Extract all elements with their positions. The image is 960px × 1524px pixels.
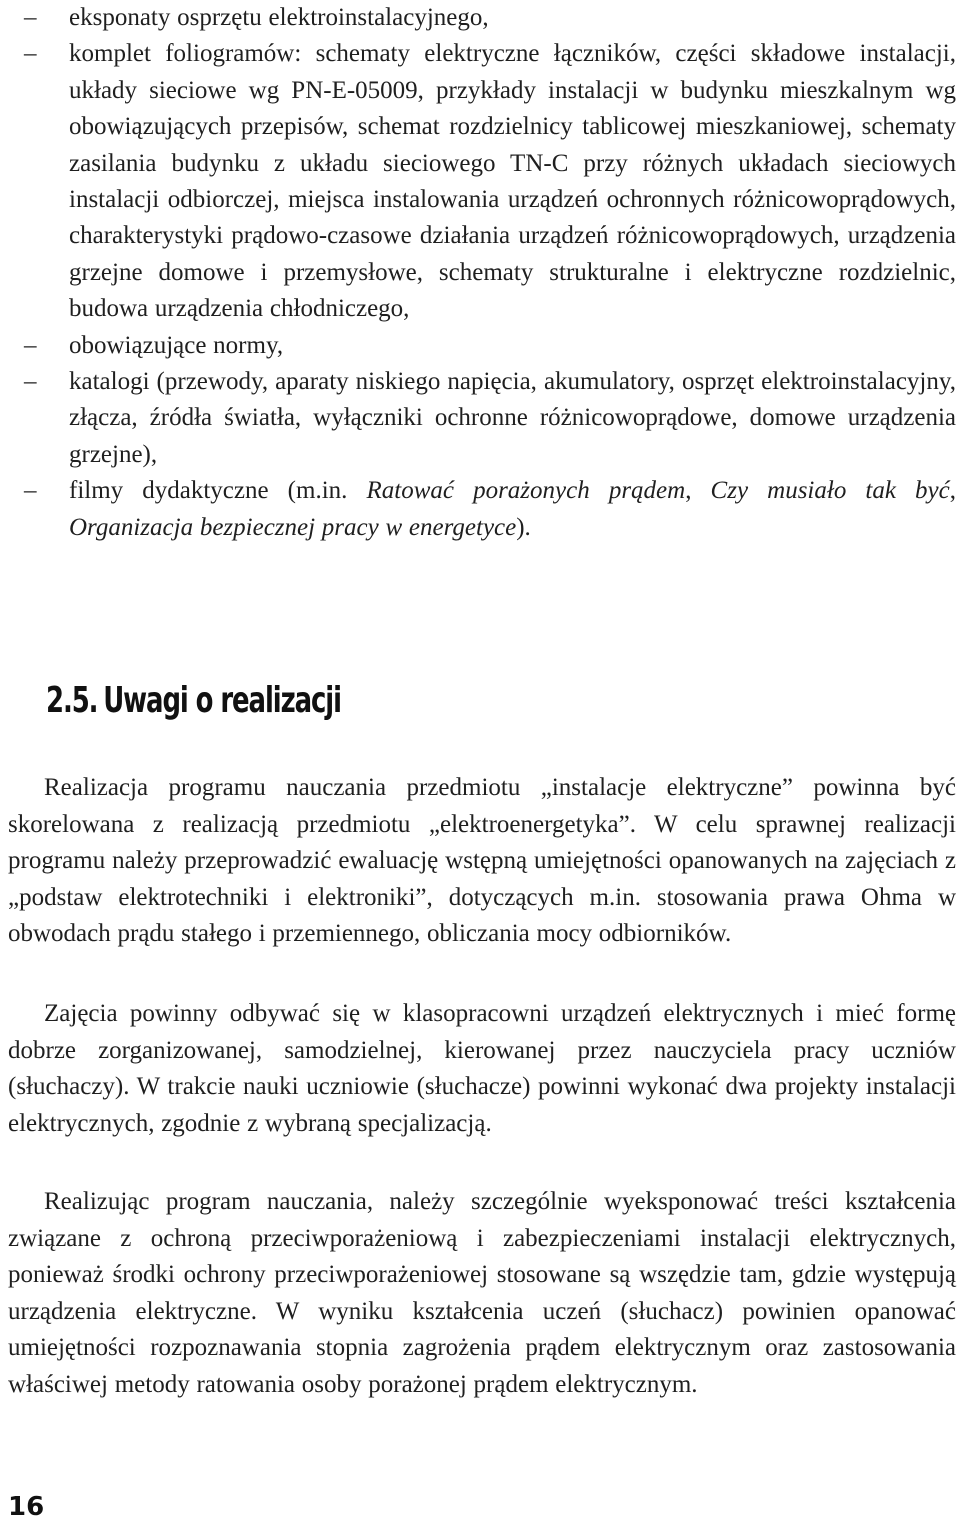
list-dash: – [24, 40, 37, 68]
list-item [0, 0, 956, 36]
section-title-text: Uwagi o realizacji [103, 680, 341, 721]
film-title: Ratować porażonych prądem [366, 477, 686, 505]
list-item-text: obowiązujące normy, [69, 331, 284, 359]
films-tail: ). [516, 513, 531, 541]
section-number: 2.5. [46, 680, 98, 721]
films-lead: filmy dydaktyczne (m.in. [69, 477, 367, 505]
film-title: Organizacja bezpiecznej pracy w energetyce [69, 513, 517, 541]
list-item [0, 364, 956, 473]
list-item [0, 328, 956, 364]
list-item [0, 36, 956, 327]
paragraph: Realizując program nauczania, należy szczególnie wyeksponować treści kształcenia związane z ochroną przeciwporażeniową i zabezpieczeniami instalacji elektrycznych, ponieważ środki ochrony przeciwporażeniowej stosowane są wszędzie tam, gdzie występują urządzenia elektryczne. W wyniku kształcenia uczeń (słuchacz) powinien opanować umiejętności rozpoznawania stopnia zagrożenia prądem elektrycznym oraz zastosowania właściwej metody ratowania osoby porażonej prądem elektrycznym. [8, 1188, 956, 1398]
paragraph: Realizacja programu nauczania przedmiotu „instalacje elektryczne” powinna być skorelowana z realizacją przedmiotu „elektroenergetyka”. W celu sprawnej realizacji programu należy przeprowadzić ewaluację wstępną umiejętności opanowanych na zajęciach z „podstaw elektrotechniki i elektroniki”, dotyczących m.in. stosowania prawa Ohma w obwodach prądu stałego i przemiennego, obliczania mocy odbiorników. [8, 774, 956, 947]
list-dash: – [24, 368, 37, 396]
list-item-text [69, 473, 956, 546]
list-item-text: komplet foliogramów: schematy elektryczne łączników, części składowe instalacji, układy sieciowe wg PN-E-05009, przykłady instalacji w budynku mieszkalnym wg obowiązujących przepisów, schemat rozdzielnicy tablicowej mieszkaniowej, schematy zasilania budynku z układu sieciowego TN-C przy różnych układach sieciowych instalacji odbiorczej, miejsca instalowania urządzeń ochronnych różnicowoprądowych, charakterystyki prądowo-czasowe działania urządzeń różnicowoprądowych, urządzenia grzejne domowe i przemysłowe, schematy strukturalne i elektryczne rozdzielnic, budowa urządzenia chłodniczego, [69, 40, 956, 323]
equipment-list [0, 0, 960, 546]
list-item-text: katalogi (przewody, aparaty niskiego napięcia, akumulatory, osprzęt elektroinstalacyjny, złącza, źródła światła, wyłączniki ochronne różnicowoprądowe, domowe urządzenia grzejne), [69, 368, 956, 468]
list-item-films [0, 473, 956, 546]
list-dash: – [24, 4, 37, 31]
section-heading [46, 680, 341, 721]
separator: , [949, 477, 956, 505]
separator: , [685, 477, 711, 505]
film-title: Czy musiało tak być [710, 477, 950, 505]
paragraph: Zajęcia powinny odbywać się w klasopracowni urządzeń elektrycznych i mieć formę dobrze zorganizowanej, samodzielnej, kierowanej przez nauczyciela pracy uczniów (słuchaczy). W trakcie nauki uczniowie (słuchacze) powinni wykonać dwa projekty instalacji elektrycznych, zgodnie z wybraną specjalizacją. [8, 1000, 956, 1137]
list-dash: – [24, 331, 37, 359]
page-number: 16 [8, 1492, 45, 1522]
list-dash: – [24, 477, 37, 505]
list-item-text: eksponaty osprzętu elektroinstalacyjnego, [69, 4, 489, 31]
